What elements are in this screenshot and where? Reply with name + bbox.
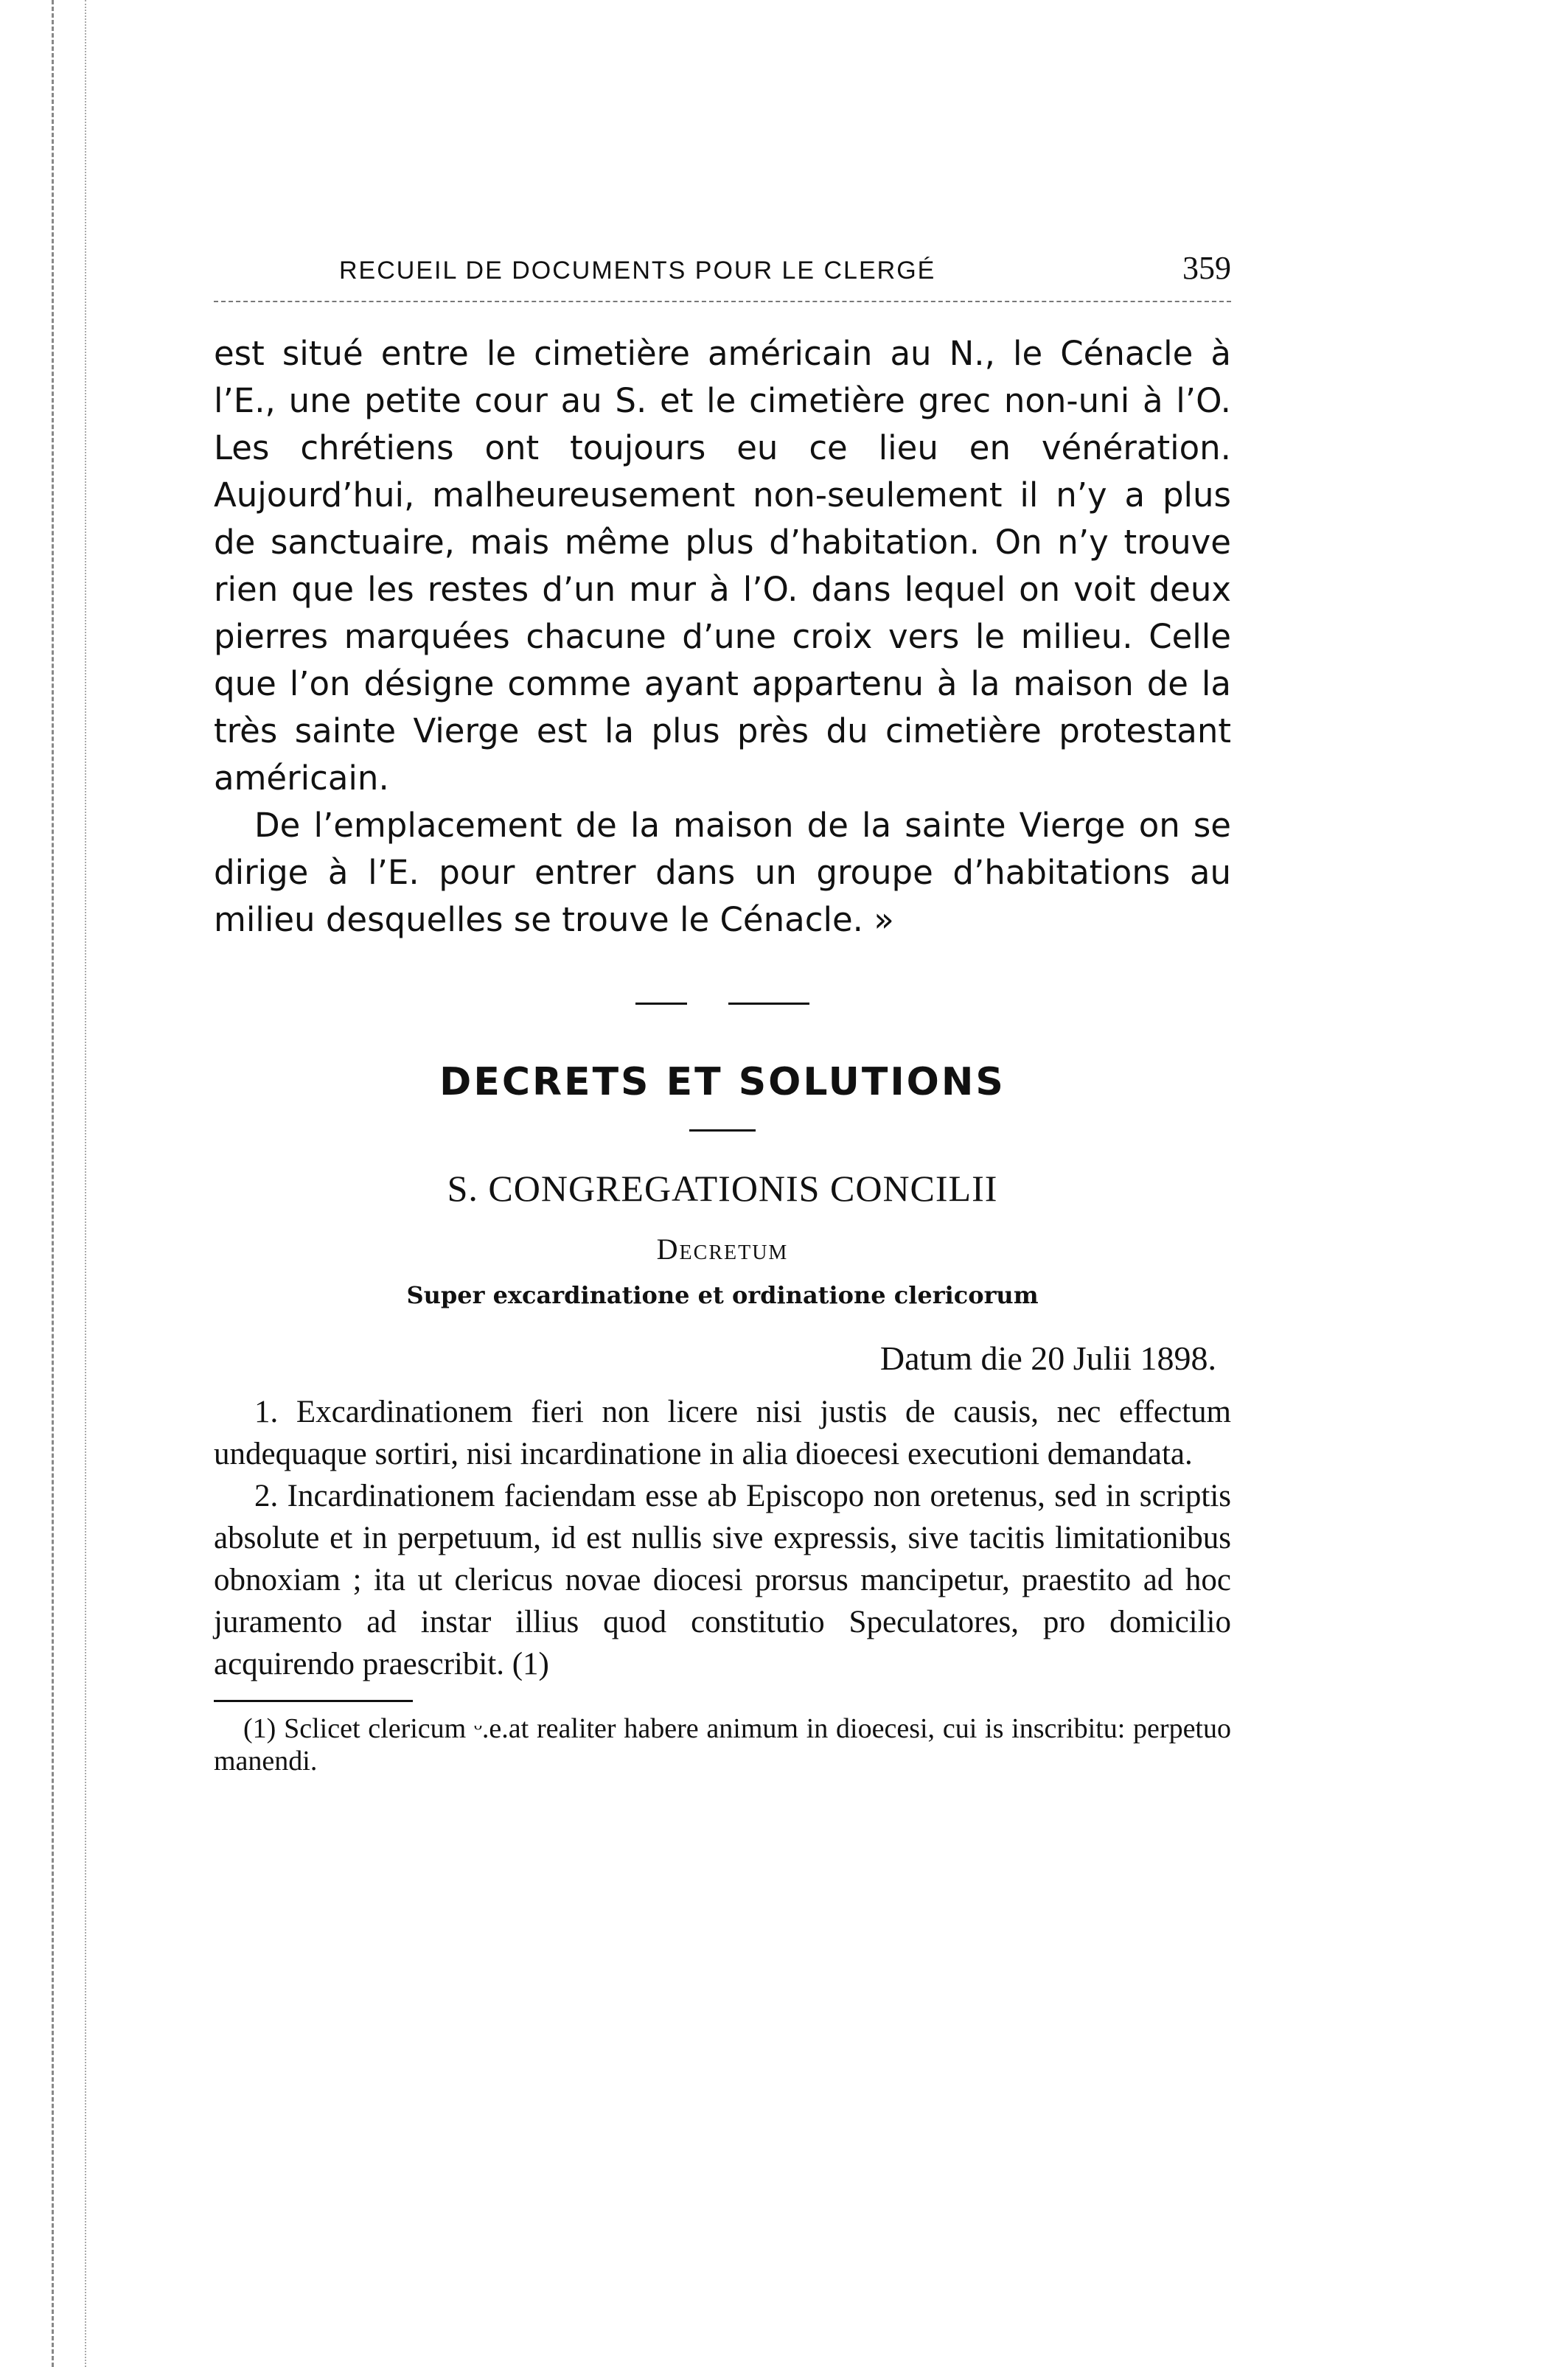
separator-dash — [728, 1003, 809, 1005]
footnote: (1) Sclicet clericum ᵕ.e.at realiter habere animum in dioecesi, cui is inscribitu: perpetuo manendi. — [214, 1713, 1231, 1777]
running-title: RECUEIL DE DOCUMENTS POUR LE CLERGÉ — [339, 257, 936, 285]
section-title: DECRETS ET SOLUTIONS — [439, 1060, 1006, 1104]
section-rule — [689, 1129, 756, 1132]
binding-line — [85, 0, 86, 2367]
binding-edge — [44, 0, 103, 2367]
decree-subtitle: Super excardinatione et ordinatione clericorum — [406, 1281, 1039, 1309]
decree-date: Datum die 20 Julii 1898. — [879, 1339, 1216, 1377]
running-head — [214, 243, 1231, 287]
decree-text — [214, 1391, 1231, 1685]
decree-item: 2. Incardinationem faciendam esse ab Episcopo non oretenus, sed in scriptis absolute et in perpetuum, id est nullis sive expressis, sive tacitis limitationibus obnoxiam ; ita ut clericus novae diocesi prorsus mancipetur, praestito ad hoc juramento ad instar illius quod constitutio Speculatores, pro domicilio acquirendo praescribit. (1) — [214, 1479, 1231, 1681]
page-number: 359 — [1182, 250, 1231, 286]
book-page — [214, 243, 1231, 1777]
body-text — [214, 330, 1231, 944]
decree-item: 1. Excardinationem fieri non licere nisi justis de causis, nec effectum undequaque sortiri, nisi incardinatione in alia dioecesi executioni demandata. — [214, 1395, 1231, 1471]
paragraph: est situé entre le cimetière américain au N., le Cénacle à l’E., une petite cour au S. et le cimetière grec non-uni à l’O. Les chrétiens ont toujours eu ce lieu en vénération. Aujourd’hui, malheureusement non-seulement il n’y a plus de sanctuaire, mais même plus d’habitation. On n’y trouve rien que les restes d’un mur à l’O. dans lequel on voit deux pierres marquées chacune d’une croix vers le milieu. Celle que l’on désigne comme ayant appartenu à la maison de la très sainte Vierge est la plus près du cimetière protestant américain. — [214, 334, 1231, 798]
decretum-heading: Decretum — [656, 1233, 789, 1266]
header-rule — [214, 301, 1231, 302]
binding-line — [52, 0, 54, 2367]
paragraph: De l’emplacement de la maison de la sainte Vierge on se dirige à l’E. pour entrer dans un groupe d’habitations au milieu desquelles se trouve le Cénacle. » — [214, 806, 1231, 939]
separator — [214, 995, 1231, 1003]
congregation-heading: S. CONGREGATIONIS CONCILII — [447, 1168, 998, 1209]
separator-dash — [635, 1003, 687, 1005]
footnote-rule — [214, 1700, 413, 1702]
